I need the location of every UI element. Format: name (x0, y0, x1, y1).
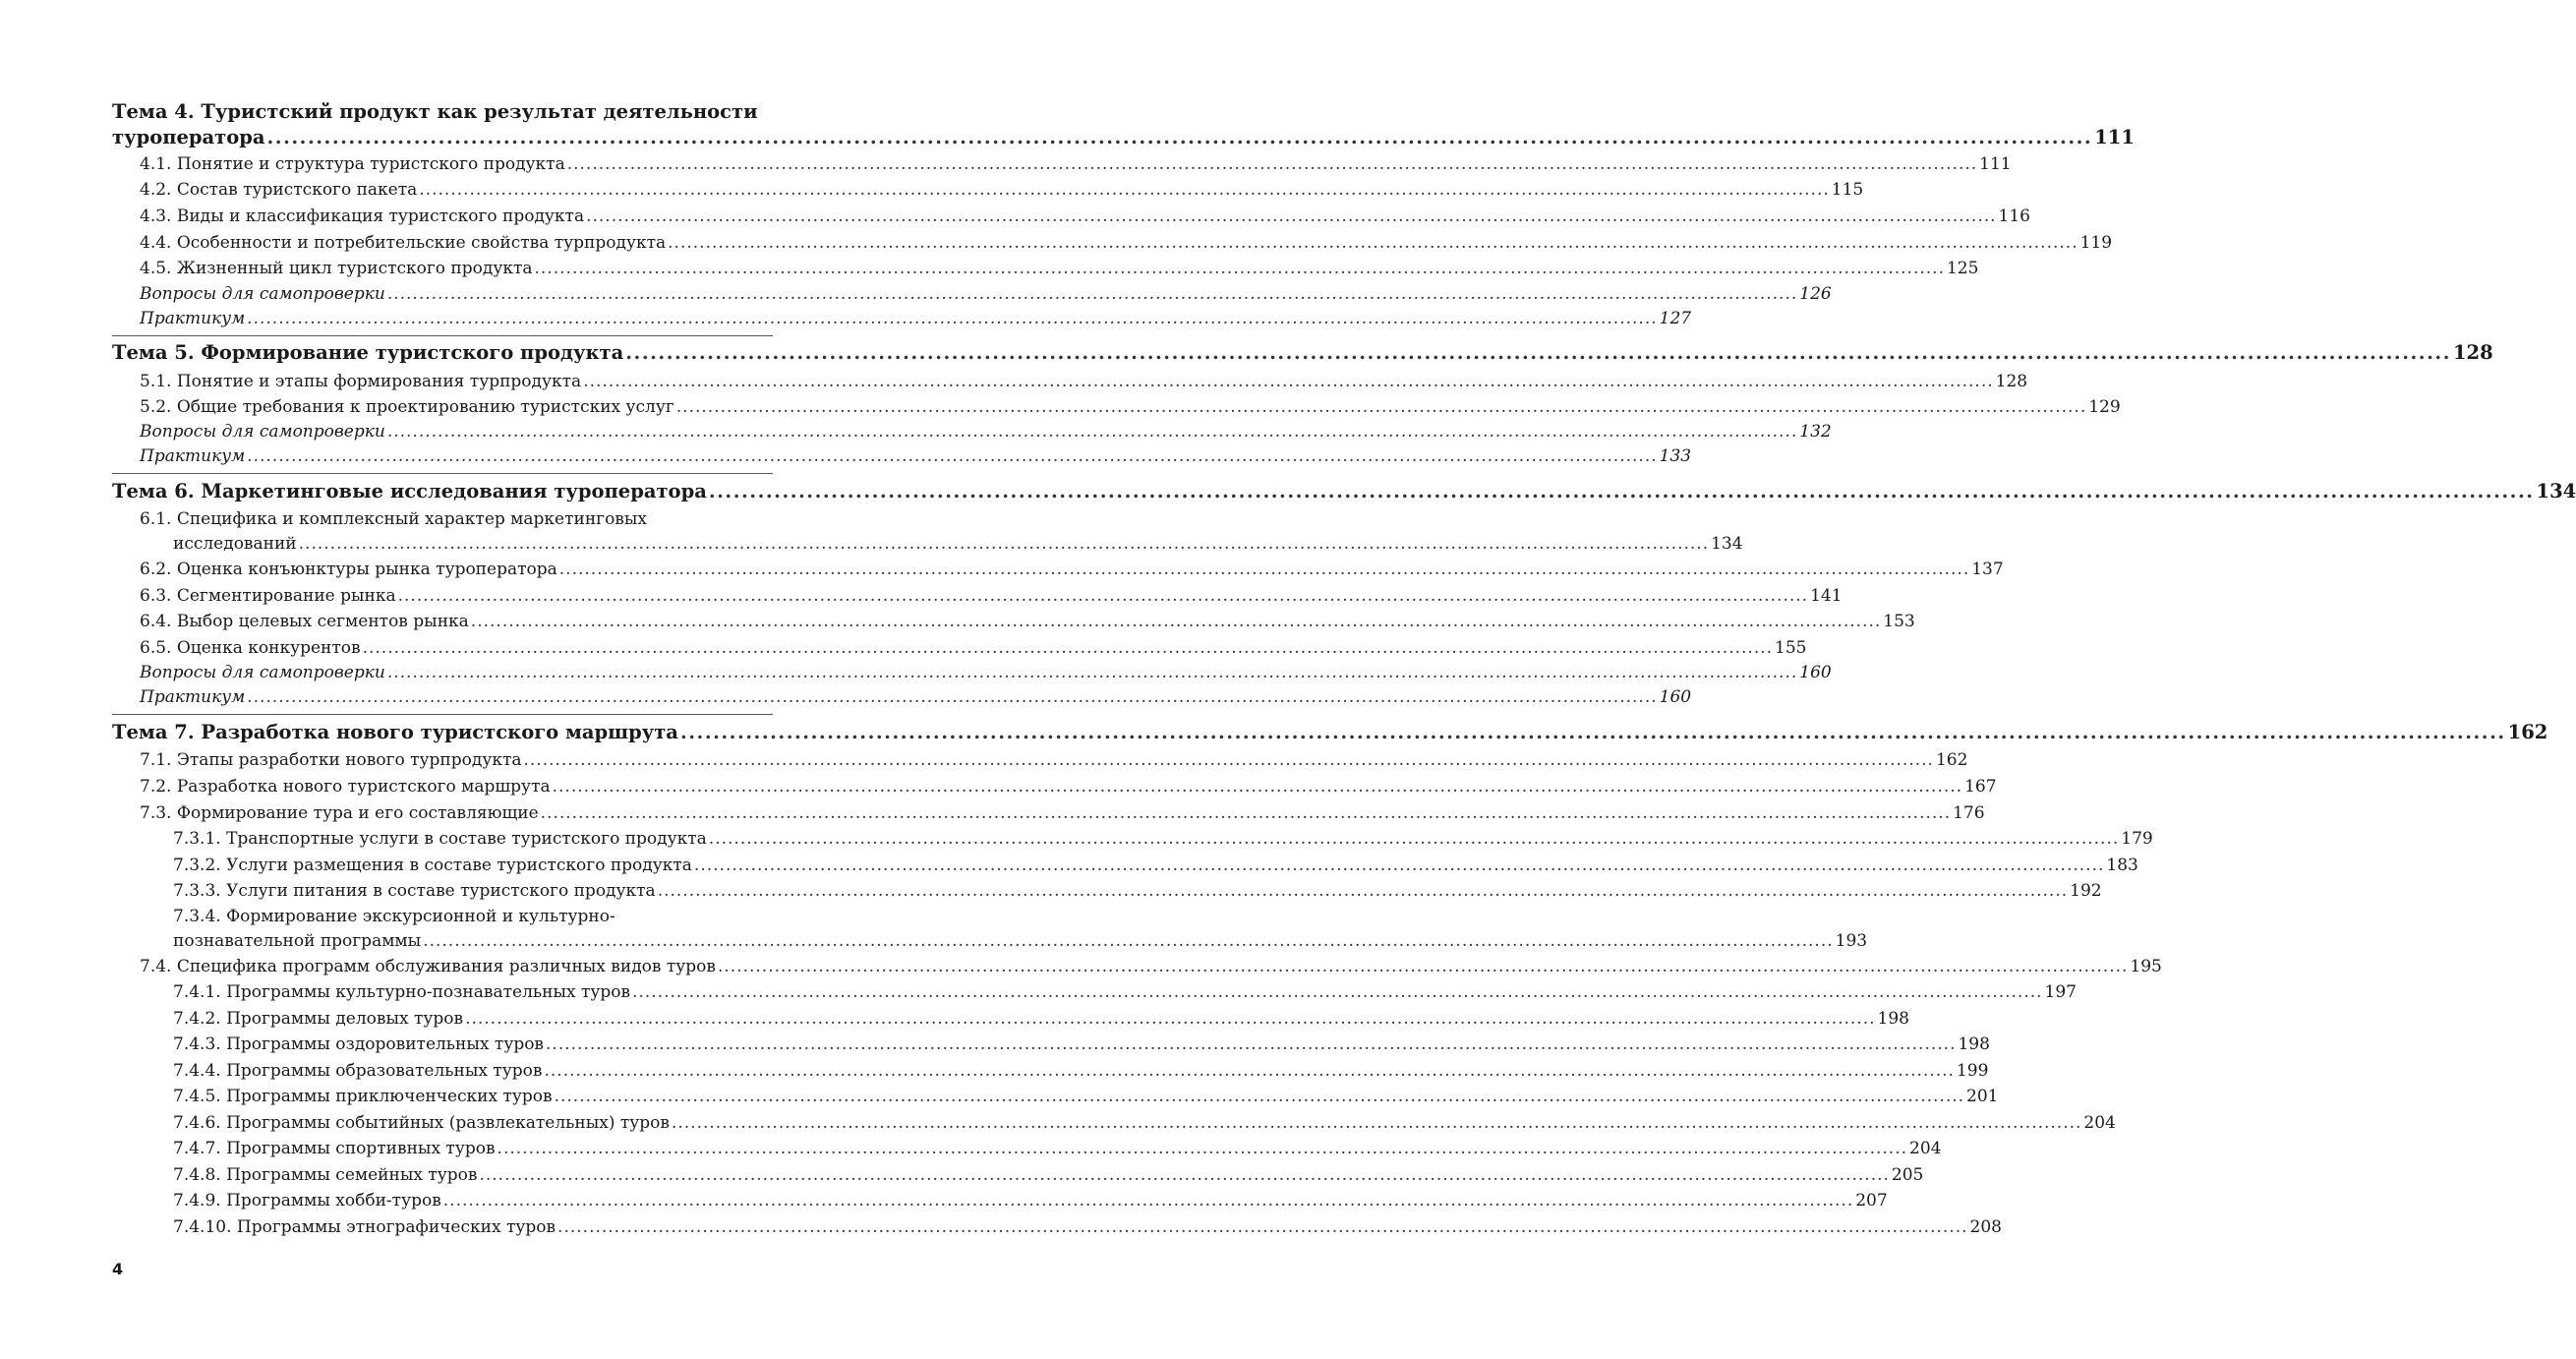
entry-page: 129 (2088, 397, 2121, 417)
entry-page: 127 (1659, 309, 1692, 328)
entry-title: 7.4.2. Программы деловых туров (173, 1009, 464, 1029)
dot-leader (247, 446, 1657, 466)
dot-leader (709, 829, 2119, 849)
entry-title: туроператора (112, 126, 265, 148)
entry-page: 183 (2106, 856, 2138, 875)
entry-page: 204 (1909, 1139, 1942, 1158)
toc-subentry[interactable] (173, 1113, 2116, 1133)
entry-title: 6.3. Сегментирование рынка (140, 586, 396, 606)
entry-title: 7.4.3. Программы оздоровительных туров (173, 1034, 545, 1054)
entry-title: 7.4.4. Программы образовательных туров (173, 1061, 543, 1081)
toc-entry-6-1-line1: 6.1. Специфика и комплексный характер маркетинговых (140, 509, 647, 529)
entry-title: 7.4.10. Программы этнографических туров (173, 1217, 556, 1237)
dot-leader (586, 207, 1996, 226)
toc-entry-questions[interactable] (140, 663, 1832, 682)
toc-entry[interactable] (140, 638, 1807, 658)
toc-subentry[interactable] (173, 1061, 1989, 1081)
entry-title: 7.1. Этапы разработки нового турпродукта (140, 750, 522, 770)
entry-page: 160 (1799, 663, 1832, 682)
entry-page: 155 (1775, 638, 1807, 658)
toc-entry[interactable] (140, 560, 2004, 579)
entry-title: 4.2. Состав туристского пакета (140, 180, 418, 200)
toc-entry[interactable] (140, 397, 2121, 417)
entry-title: Вопросы для самопроверки (140, 663, 385, 682)
entry-title: Тема 7. Разработка нового туристского маршрута (112, 721, 678, 743)
entry-title: Вопросы для самопроверки (140, 284, 385, 304)
dot-leader (541, 803, 1951, 823)
section-divider (112, 714, 773, 715)
entry-page: 162 (1935, 750, 1968, 770)
dot-leader (546, 1034, 1956, 1054)
toc-entry-practicum[interactable] (140, 309, 1692, 328)
dot-leader (544, 1061, 1954, 1081)
toc-subentry[interactable] (173, 1087, 1999, 1106)
dot-leader (709, 480, 2535, 503)
entry-page: 132 (1799, 422, 1832, 442)
entry-page: 192 (2070, 881, 2102, 901)
toc-entry[interactable] (140, 372, 2028, 391)
entry-page: 133 (1659, 446, 1692, 466)
dot-leader (498, 1139, 1907, 1158)
toc-entry[interactable] (140, 612, 1915, 631)
entry-title: 7.3. Формирование тура и его составляющие (140, 803, 539, 823)
entry-title: 6.5. Оценка конкурентов (140, 638, 361, 658)
dot-leader (658, 881, 2068, 901)
toc-subentry[interactable] (173, 1165, 1924, 1185)
entry-page: 128 (2452, 341, 2493, 364)
entry-page: 167 (1964, 777, 1997, 797)
dot-leader (668, 233, 2078, 253)
entry-title: 7.3.1. Транспортные услуги в составе туристского продукта (173, 829, 707, 849)
dot-leader (419, 180, 1829, 200)
section-divider (112, 335, 773, 336)
page-number: 4 (112, 1260, 124, 1278)
entry-page: 179 (2121, 829, 2153, 849)
entry-title: Вопросы для самопроверки (140, 422, 385, 442)
toc-subentry[interactable] (173, 982, 2077, 1002)
entry-title: 7.4.9. Программы хобби-туров (173, 1191, 441, 1211)
toc-entry-6-1[interactable] (173, 534, 1743, 554)
entry-page: 126 (1799, 284, 1832, 304)
entry-page: 111 (1979, 154, 2012, 174)
entry-title: исследований (173, 534, 297, 554)
entry-page: 176 (1953, 803, 1985, 823)
toc-entry[interactable] (140, 207, 2030, 226)
topic-4-title-line1: Тема 4. Туристский продукт как результат деятельности (112, 100, 758, 123)
toc-subentry[interactable] (173, 1034, 1990, 1054)
dot-leader (557, 1217, 1967, 1237)
toc-subentry-7-3-4[interactable] (173, 931, 1868, 951)
dot-leader (387, 284, 1797, 304)
toc-subentry[interactable] (173, 1139, 1942, 1158)
entry-page: 125 (1946, 259, 1979, 278)
entry-title: 4.5. Жизненный цикл туристского продукта (140, 259, 533, 278)
entry-page: 134 (1711, 534, 1743, 554)
toc-entry[interactable] (140, 154, 2012, 174)
dot-leader (443, 1191, 1853, 1211)
entry-title: Тема 5. Формирование туристского продукта (112, 341, 624, 364)
toc-entry-topic-7[interactable] (112, 721, 2548, 744)
dot-leader (267, 126, 2093, 149)
entry-title: 4.1. Понятие и структура туристского продукта (140, 154, 565, 174)
dot-leader (387, 663, 1797, 682)
entry-title: 7.2. Разработка нового туристского маршрута (140, 777, 551, 797)
entry-page: 207 (1855, 1191, 1888, 1211)
entry-page: 198 (1958, 1034, 1990, 1054)
dot-leader (465, 1009, 1875, 1029)
toc-entry[interactable] (140, 750, 1968, 770)
entry-page: 193 (1835, 931, 1868, 951)
entry-title: 5.1. Понятие и этапы формирования турпродукта (140, 372, 582, 391)
toc-entry[interactable] (140, 233, 2113, 253)
toc-entry-topic-5[interactable] (112, 341, 2493, 365)
toc-subentry[interactable] (173, 881, 2102, 901)
entry-page: 116 (1998, 207, 2030, 226)
entry-page: 153 (1883, 612, 1915, 631)
entry-page: 115 (1831, 180, 1864, 200)
entry-page: 162 (2507, 721, 2548, 743)
entry-title: Практикум (140, 446, 246, 466)
dot-leader (718, 957, 2128, 976)
toc-entry[interactable] (140, 803, 1985, 823)
dot-leader (398, 586, 1808, 606)
dot-leader (535, 259, 1945, 278)
section-divider (112, 473, 773, 474)
toc-subentry-7-3-4-line1: 7.3.4. Формирование экскурсионной и культурно- (173, 907, 615, 926)
toc-entry-questions[interactable] (140, 284, 1832, 304)
dot-leader (694, 856, 2104, 875)
dot-leader (363, 638, 1773, 658)
entry-title: 6.4. Выбор целевых сегментов рынка (140, 612, 469, 631)
dot-leader (553, 777, 1962, 797)
entry-title: 4.4. Особенности и потребительские свойства турпродукта (140, 233, 667, 253)
entry-page: 128 (1995, 372, 2028, 391)
toc-entry[interactable] (140, 180, 1864, 200)
entry-page: 197 (2044, 982, 2077, 1002)
dot-leader (676, 397, 2086, 417)
entry-title: 7.3.3. Услуги питания в составе туристского продукта (173, 881, 656, 901)
toc-entry-questions[interactable] (140, 422, 1832, 442)
entry-page: 195 (2130, 957, 2162, 976)
dot-leader (583, 372, 1993, 391)
toc-entry[interactable] (140, 259, 1979, 278)
toc-entry[interactable] (140, 586, 1843, 606)
dot-leader (567, 154, 1977, 174)
entry-title: Практикум (140, 309, 246, 328)
entry-title: 7.4. Специфика программ обслуживания различных видов туров (140, 957, 716, 976)
entry-title: 7.3.2. Услуги размещения в составе туристского продукта (173, 856, 692, 875)
entry-title: Практикум (140, 687, 246, 707)
entry-page: 119 (2079, 233, 2113, 253)
dot-leader (524, 750, 1934, 770)
toc-entry-practicum[interactable] (140, 446, 1692, 466)
entry-title: 7.4.8. Программы семейных туров (173, 1165, 478, 1185)
dot-leader (625, 341, 2451, 365)
toc-subentry[interactable] (173, 1009, 1909, 1029)
dot-leader (479, 1165, 1889, 1185)
toc-entry[interactable] (140, 957, 2162, 976)
entry-page: 201 (1966, 1087, 1999, 1106)
dot-leader (555, 1087, 1964, 1106)
toc-subentry[interactable] (173, 856, 2138, 875)
entry-title: 4.3. Виды и классификация туристского продукта (140, 207, 585, 226)
dot-leader (632, 982, 2042, 1002)
dot-leader (680, 721, 2506, 744)
entry-page: 134 (2536, 480, 2576, 502)
toc-entry[interactable] (140, 777, 1997, 797)
entry-page: 137 (1971, 560, 2004, 579)
dot-leader (299, 534, 1709, 554)
toc-subentry[interactable] (173, 1191, 1888, 1211)
entry-page: 160 (1659, 687, 1692, 707)
entry-page: 205 (1891, 1165, 1924, 1185)
dot-leader (247, 309, 1657, 328)
toc-entry-topic-4[interactable] (112, 126, 2135, 149)
entry-page: 141 (1810, 586, 1843, 606)
dot-leader (471, 612, 1881, 631)
entry-page: 208 (1969, 1217, 2002, 1237)
entry-title: 7.4.5. Программы приключенческих туров (173, 1087, 553, 1106)
dot-leader (672, 1113, 2081, 1133)
entry-page: 199 (1956, 1061, 1989, 1081)
dot-leader (387, 422, 1797, 442)
entry-title: 7.4.7. Программы спортивных туров (173, 1139, 496, 1158)
entry-title: Тема 6. Маркетинговые исследования туроператора (112, 480, 707, 502)
toc-entry-topic-6[interactable] (112, 480, 2576, 503)
entry-title: 6.2. Оценка конъюнктуры рынка туроператора (140, 560, 557, 579)
toc-entry-practicum[interactable] (140, 687, 1692, 707)
entry-page: 204 (2083, 1113, 2116, 1133)
dot-leader (559, 560, 1969, 579)
entry-title: 7.4.1. Программы культурно-познавательных туров (173, 982, 631, 1002)
entry-title: 7.4.6. Программы событийных (развлекательных) туров (173, 1113, 670, 1133)
entry-page: 111 (2094, 126, 2135, 148)
entry-title: познавательной программы (173, 931, 422, 951)
dot-leader (423, 931, 1833, 951)
toc-subentry[interactable] (173, 1217, 2002, 1237)
entry-page: 198 (1877, 1009, 1909, 1029)
toc-subentry[interactable] (173, 829, 2153, 849)
dot-leader (247, 687, 1657, 707)
entry-title: 5.2. Общие требования к проектированию туристских услуг (140, 397, 674, 417)
